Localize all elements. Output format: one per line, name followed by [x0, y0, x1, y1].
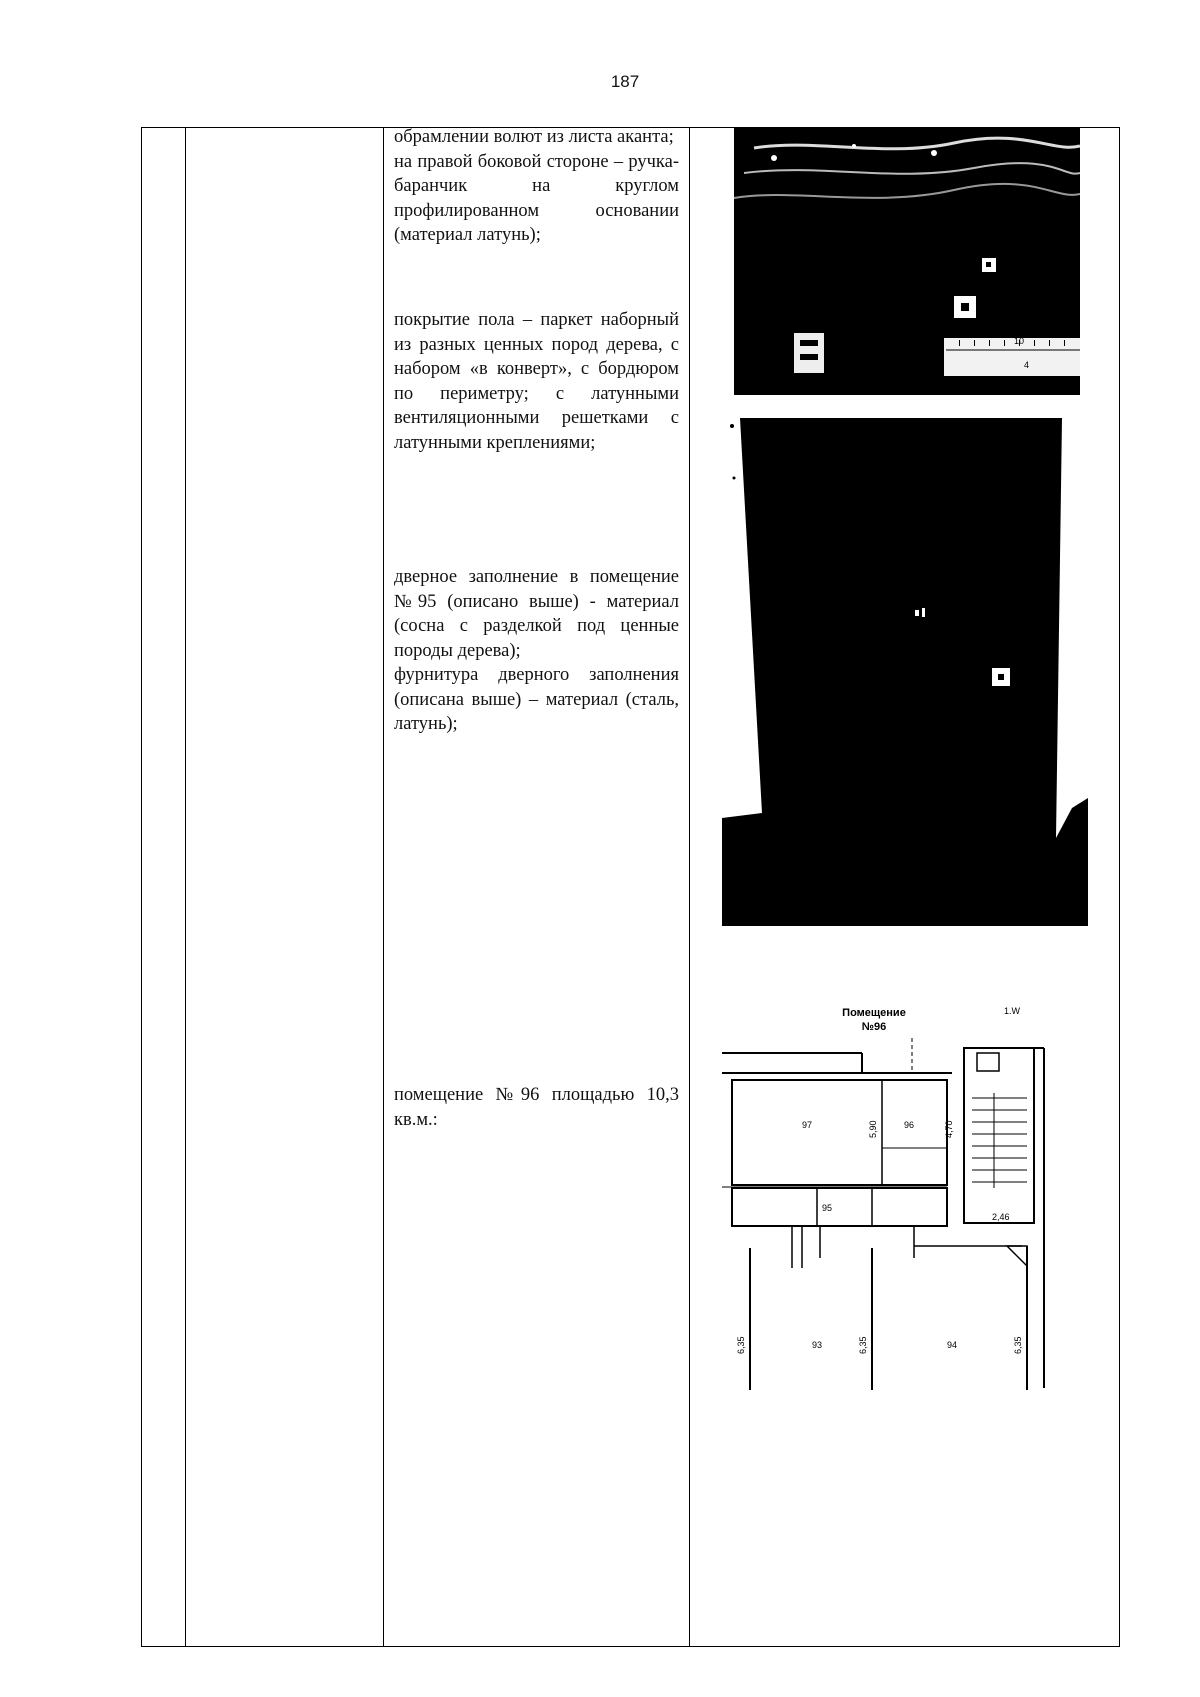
page-number: 187	[610, 72, 640, 91]
room-label: 97	[802, 1120, 813, 1130]
plan-title-number: №96	[861, 1021, 887, 1033]
inventory-table	[141, 127, 1120, 1647]
description-block-frame	[394, 125, 679, 248]
floor-plan-room-96	[722, 998, 1088, 1398]
description-paragraph: покрытие пола – паркет наборный из разных ценных пород дерева, с набором «в конверт», с бордюром по периметру; с латунными вентиляционными решетками с латунными креплениями;	[394, 310, 679, 453]
ruler-number: 10	[1014, 336, 1025, 346]
dimension-label: 2,46	[992, 1212, 1010, 1222]
room-label: 95	[822, 1203, 833, 1213]
description-paragraph: дверное заполнение в помещение №95 (описано выше) - материал (сосна с разделкой под ценные породы дерева);	[394, 567, 679, 661]
description-block-floor	[394, 308, 679, 455]
room-label: 96	[904, 1120, 915, 1130]
plan-title: Помещение	[842, 1007, 906, 1019]
room-label: 94	[947, 1340, 958, 1350]
dimension-label: 6,35	[1013, 1336, 1023, 1354]
description-paragraph: помещение №96 площадью 10,3 кв.м.:	[394, 1085, 679, 1130]
description-paragraph: на правой боковой стороне – ручка-баранчик на круглом профилированном основании (материал латунь);	[394, 151, 679, 245]
plan-corner-mark: 1.W	[1004, 1006, 1021, 1016]
dimension-label: 6,35	[736, 1336, 746, 1354]
door-handle-photo-image	[734, 128, 1080, 395]
description-block-door	[394, 565, 679, 737]
column-divider-3	[689, 128, 690, 1646]
dimension-label: 5,90	[868, 1120, 878, 1138]
dimension-label: 6,35	[858, 1336, 868, 1354]
door-panel-photo-image	[722, 418, 1088, 926]
description-paragraph: фурнитура дверного заполнения (описана выше) – материал (сталь, латунь);	[394, 665, 679, 734]
description-paragraph: обрамлении волют из листа аканта;	[394, 127, 674, 147]
dimension-label: 4,70	[944, 1120, 954, 1138]
door-panel-photo	[722, 418, 1088, 926]
column-divider-1	[185, 128, 186, 1646]
door-handle-photo	[734, 128, 1080, 395]
ruler-number: 4	[1024, 360, 1030, 370]
description-block-room96	[394, 1083, 679, 1132]
floor-plan-drawing	[722, 998, 1088, 1398]
room-label: 93	[812, 1340, 823, 1350]
column-divider-2	[383, 128, 384, 1646]
